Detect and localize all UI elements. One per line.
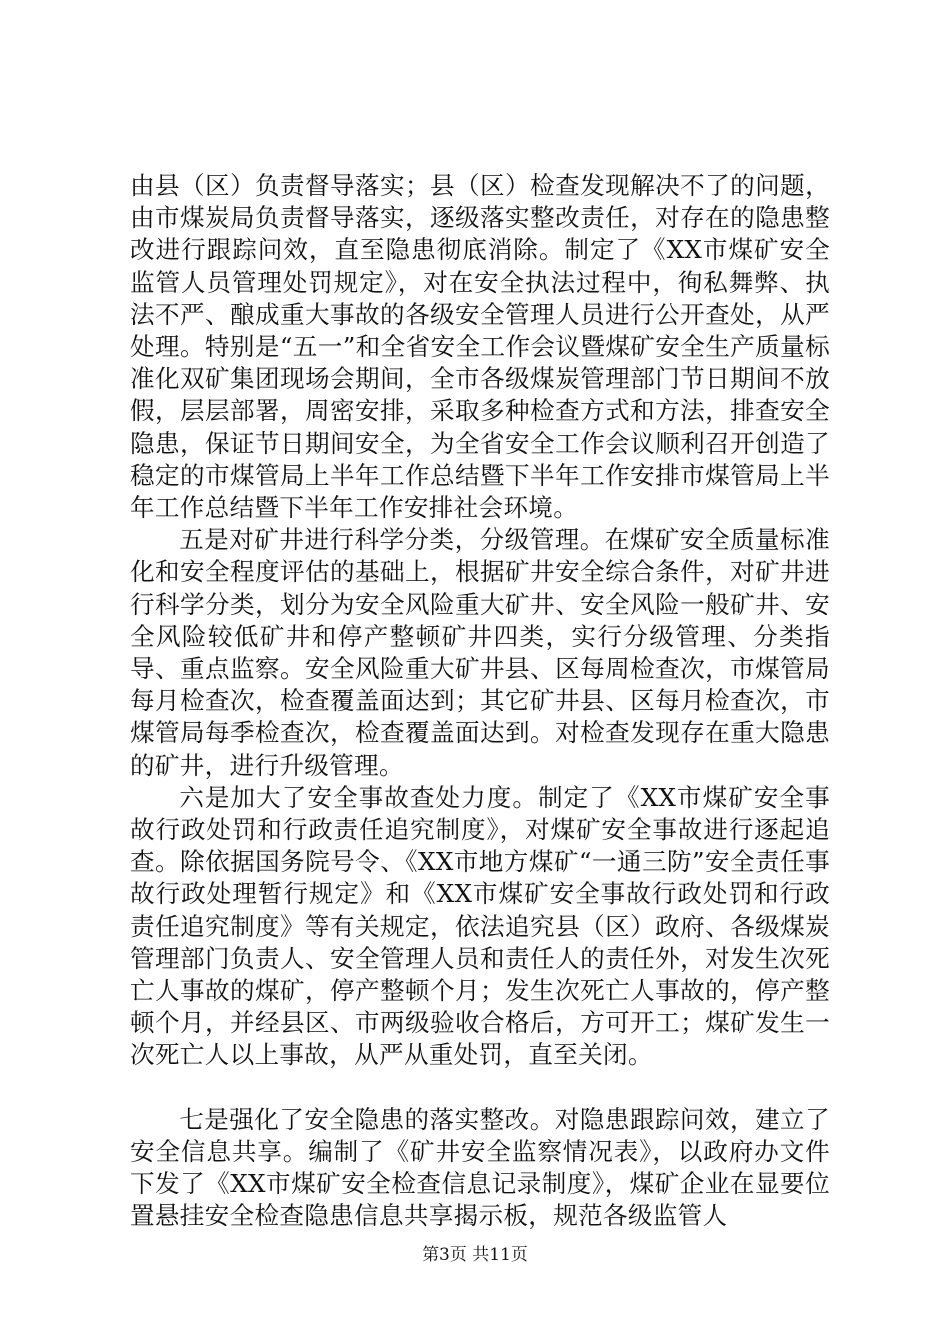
paragraph-continuation: 由县（区）负责督导落实；县（区）检查发现解决不了的问题，由市煤炭局负责督导落实，逐级落实整改责任，对存在的隐患整改进行跟踪问效，直至隐患彻底消除。制定了《XX市煤矿安全监管人员管理处罚规定》，对在安全执法过程中，徇私舞弊、执法不严、酿成重大事故的各级安全管理人员进行公开查处，从严处理。特别是“五一”和全省安全工作会议暨煤矿安全生产质量标准化双矿集团现场会期间，全市各级煤炭管理部门节日期间不放假，层层部署，周密安排，采取多种检查方式和方法，排查安全隐患，保证节日期间安全，为全省安全工作会议顺利召开创造了稳定的市煤管局上半年工作总结暨下半年工作安排市煤管局上半年工作总结暨下半年工作安排社会环境。 [130, 171, 830, 523]
page-footer [0, 1244, 950, 1266]
page-number-label: 第3页 共11页 [422, 1245, 528, 1265]
document-body [130, 170, 830, 1233]
paragraph-spacer [130, 1072, 830, 1104]
paragraph-item-six: 六是加大了安全事故查处力度。制定了《XX市煤矿安全事故行政处罚和行政责任追究制度》，对煤矿安全事故进行逐起追查。除依据国务院号令、《XX市地方煤矿“一通三防”安全责任事故行政处理暂行规定》和《XX市煤矿安全事故行政处罚和行政责任追究制度》等有关规定，依法追究县（区）政府、各级煤炭管理部门负责人、安全管理人员和责任人的责任外，对发生次死亡人事故的煤矿，停产整顿个月；发生次死亡人事故的，停产整顿个月，并经县区、市两级验收合格后，方可开工；煤矿发生一次死亡人以上事故，从严从重处罚，直至关闭。 [130, 782, 830, 1070]
paragraph-item-seven: 七是强化了安全隐患的落实整改。对隐患跟踪问效，建立了安全信息共享。编制了《矿井安全监察情况表》，以政府办文件下发了《XX市煤矿安全检查信息记录制度》，煤矿企业在显要位置悬挂安全检查隐患信息共享揭示板，规范各级监管人 [130, 1104, 830, 1231]
paragraph-item-five: 五是对矿井进行科学分类，分级管理。在煤矿安全质量标准化和安全程度评估的基础上，根据矿井安全综合条件，对矿井进行科学分类，划分为安全风险重大矿井、安全风险一般矿井、安全风险较低矿井和停产整顿矿井四类，实行分级管理、分类指导、重点监察。安全风险重大矿井县、区每周检查次，市煤管局每月检查次，检查覆盖面达到；其它矿井县、区每月检查次，市煤管局每季检查次，检查覆盖面达到。对检查发现存在重大隐患的矿井，进行升级管理。 [130, 525, 830, 780]
